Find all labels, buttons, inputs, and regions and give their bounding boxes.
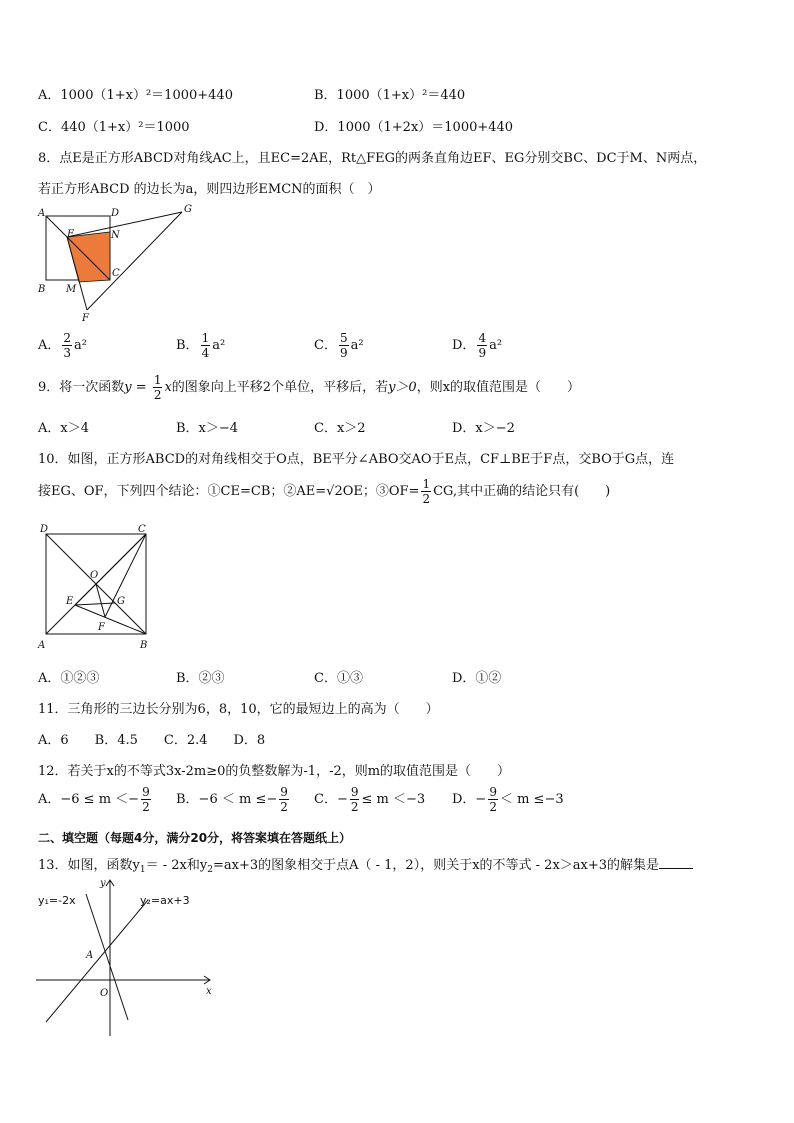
q8-label-n: N bbox=[111, 230, 120, 241]
q13-label-x-axis: x bbox=[206, 986, 212, 997]
q10-label-b: B bbox=[140, 640, 148, 651]
q13-answer-blank[interactable] bbox=[659, 858, 693, 869]
q8-stem-line1: 8．点E是正方形ABCD对角线AC上，且EC=2AE，Rt△FEG的两条直角边EF、EG分别交BC、DC于M、N两点， bbox=[38, 151, 707, 166]
q9-option-a: A．x＞4 bbox=[38, 421, 89, 436]
q9-option-c: C．x＞2 bbox=[314, 421, 366, 436]
q13-stem: 13．如图，函数$y_1= - 2x$和$y_2=ax+3$的图象相交于点A（ - 1，2），则关于x的不等式 - 2x＞ax+3的解集是 bbox=[38, 854, 693, 875]
q9-stem: 9．将一次函数y = $\frac{1}{2}$ x的图象向上平移2个单位，平移后，若y＞0，则x的取值范围是（ ） bbox=[38, 373, 581, 402]
q12-option-b: B．−6 ＜ m ≤− $\frac{9}{2}$ bbox=[176, 785, 288, 814]
q7-option-d: D．1000（1+2x）＝1000+440 bbox=[314, 120, 514, 135]
q10-label-e: E bbox=[66, 596, 74, 607]
q8-stem-line2: 若正方形ABCD 的边长为a，则四边形EMCN的面积（ ） bbox=[38, 182, 381, 197]
q8-label-m: M bbox=[66, 284, 77, 295]
q10-option-d: D．①② bbox=[452, 671, 502, 686]
q7-option-a: A．1000（1+x）²＝1000+440 bbox=[38, 88, 233, 103]
q8-label-b: B bbox=[38, 284, 46, 295]
q13-label-a: A bbox=[86, 950, 94, 961]
q7-option-c: C．440（1+x）²＝1000 bbox=[38, 120, 190, 135]
q10-label-a: A bbox=[38, 640, 46, 651]
q10-label-g: G bbox=[117, 596, 125, 607]
q13-figure bbox=[30, 872, 230, 1044]
q8-label-a: A bbox=[38, 208, 46, 219]
q8-option-c: C． $\frac{5}{9}$ a² bbox=[314, 331, 364, 360]
q8-label-e: E bbox=[67, 229, 75, 240]
q13-label-o: O bbox=[100, 988, 109, 999]
q10-option-b: B．②③ bbox=[176, 671, 225, 686]
q8-label-c: C bbox=[112, 268, 120, 279]
q13-label-y-axis: y bbox=[100, 878, 106, 889]
q9-option-d: D．x＞−2 bbox=[452, 421, 515, 436]
q8-option-d: D． $\frac{4}{9}$ a² bbox=[452, 331, 503, 360]
q9-option-b: B．x＞−4 bbox=[176, 421, 239, 436]
q8-figure bbox=[34, 204, 204, 326]
q10-stem-line1: 10．如图，正方形ABCD的对角线相交于O点，BE平分∠ABO交AO于E点，CF⊥BE于F点，交BO于G点，连 bbox=[38, 452, 675, 467]
q8-option-b: B． $\frac{1}{4}$ a² bbox=[176, 331, 226, 360]
q13-label-y1: y₁=-2x bbox=[38, 894, 76, 907]
q12-stem: 12．若关于x的不等式3x-2m≥0的负整数解为-1，-2，则m的取值范围是（ ） bbox=[38, 764, 511, 779]
q8-label-g: G bbox=[184, 204, 192, 215]
q7-option-b: B．1000（1+x）²＝440 bbox=[314, 88, 466, 103]
q11-stem: 11．三角形的三边长分别为6，8，10，它的最短边上的高为（ ） bbox=[38, 702, 439, 717]
q13-label-y2: y₂=ax+3 bbox=[140, 894, 190, 907]
q12-option-c: C．− $\frac{9}{2}$ ≤ m ＜−3 bbox=[314, 785, 426, 814]
q10-figure bbox=[36, 520, 162, 652]
section-title-fill-in: 二、填空题（每题4分，满分20分，将答案填在答题纸上） bbox=[38, 831, 352, 845]
q10-option-c: C．①③ bbox=[314, 671, 363, 686]
q8-label-f: F bbox=[82, 313, 89, 324]
q8-option-a: A． $\frac{2}{3}$ a² bbox=[38, 331, 87, 360]
q10-stem-line2: 接EG、OF，下列四个结论：①CE=CB；②AE=√2OE；③OF= $\frac{1}{2}$ CG,其中正确的结论只有( ) bbox=[38, 477, 611, 506]
q10-label-f: F bbox=[98, 622, 105, 633]
q12-option-a: A．−6 ≤ m ＜− $\frac{9}{2}$ bbox=[38, 785, 150, 814]
q10-label-c: C bbox=[138, 524, 146, 535]
q11-options: A．6 B．4.5 C．2.4 D．8 bbox=[38, 733, 266, 748]
q10-label-d: D bbox=[40, 524, 49, 535]
q8-label-d: D bbox=[111, 208, 120, 219]
q12-option-d: D．− $\frac{9}{2}$ ＜ m ≤−3 bbox=[452, 785, 564, 814]
q10-option-a: A．①②③ bbox=[38, 671, 100, 686]
q10-label-o: O bbox=[90, 570, 99, 581]
